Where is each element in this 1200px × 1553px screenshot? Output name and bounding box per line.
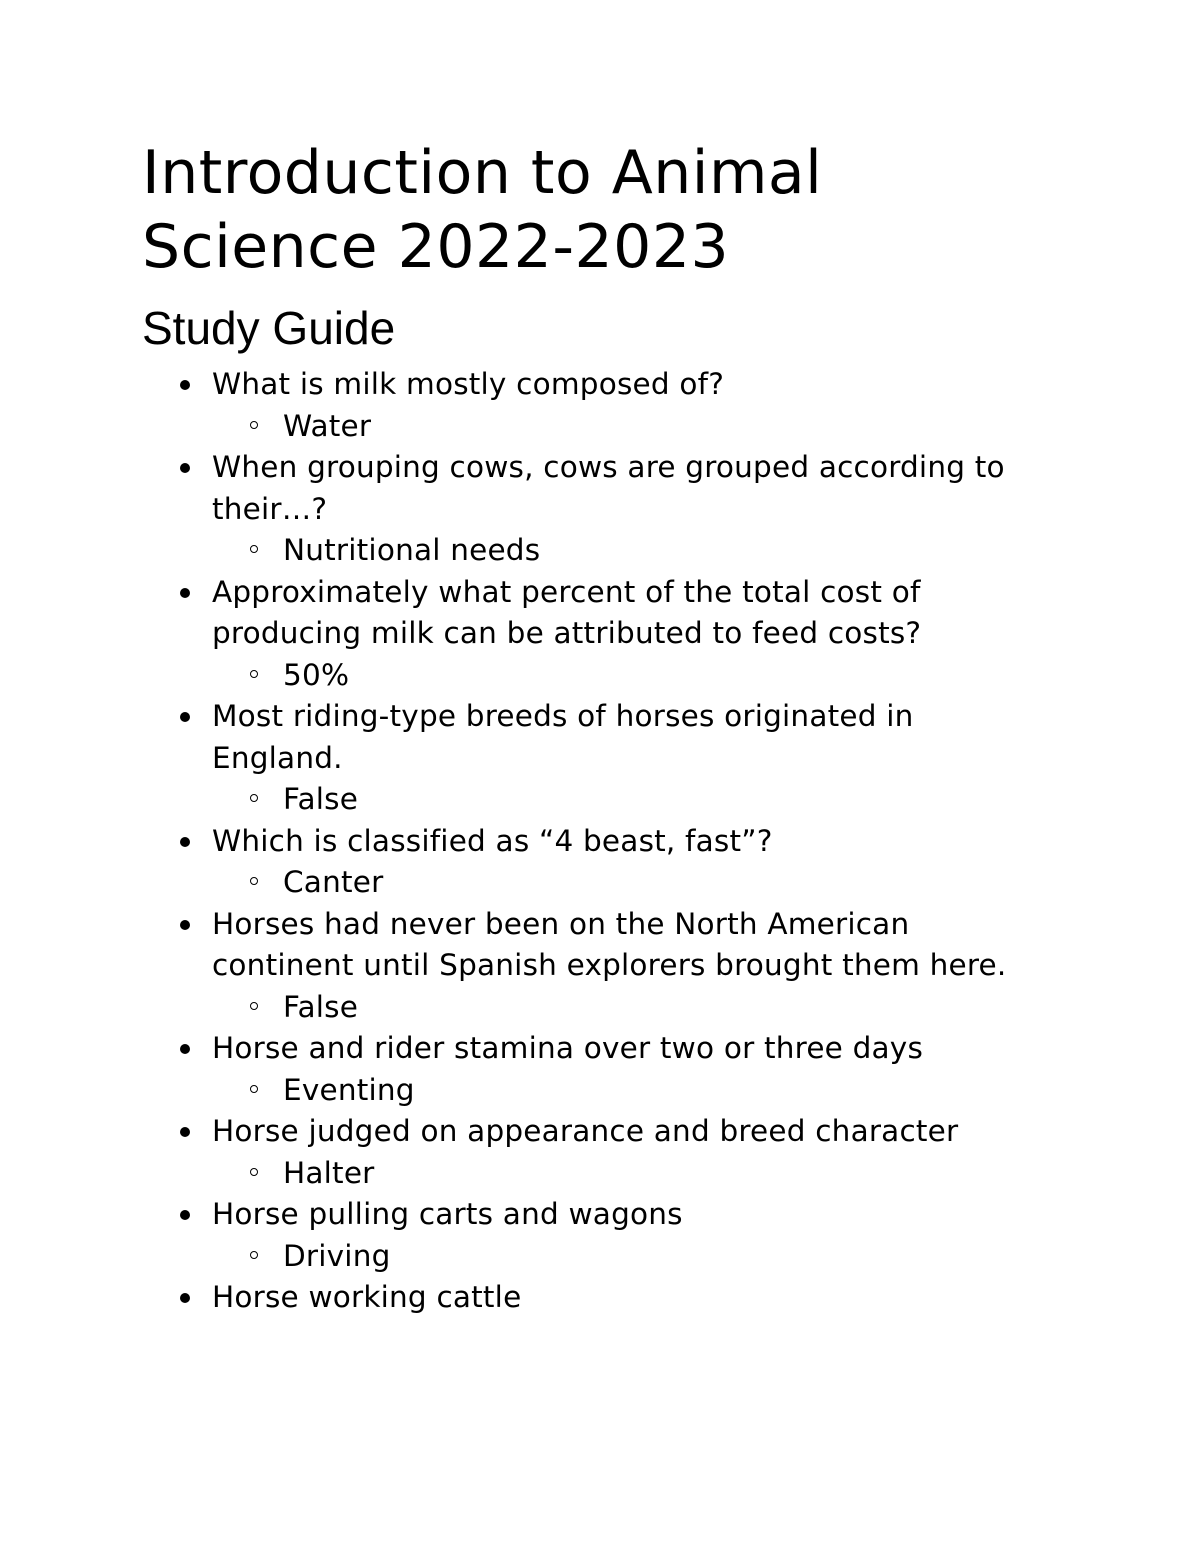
hollow-bullet-icon: [250, 877, 258, 885]
question: [0, 447, 1052, 530]
filled-bullet-icon: [180, 712, 190, 722]
list-item: [0, 1277, 1200, 1319]
question-text: When grouping cows, cows are grouped according to their…?: [212, 450, 1005, 526]
filled-bullet-icon: [180, 463, 190, 473]
hollow-bullet-icon: [250, 545, 258, 553]
question: [0, 1194, 1052, 1236]
list-item: [0, 447, 1200, 572]
answer: [0, 655, 1200, 697]
filled-bullet-icon: [180, 1044, 190, 1054]
answer-text: False: [283, 989, 359, 1024]
answer-text: Driving: [283, 1238, 391, 1273]
answer-text: Eventing: [283, 1072, 415, 1107]
hollow-bullet-icon: [250, 1002, 258, 1010]
answer: [0, 530, 1200, 572]
answer: [0, 406, 1200, 448]
hollow-bullet-icon: [250, 1251, 258, 1259]
question-text: Horse judged on appearance and breed character: [212, 1114, 959, 1148]
filled-bullet-icon: [180, 1293, 190, 1303]
question-text: What is milk mostly composed of?: [212, 367, 725, 401]
question: [0, 572, 1052, 655]
question-list: [0, 364, 1200, 1319]
answer: [0, 779, 1200, 821]
question-text: Most riding-type breeds of horses originated in England.: [212, 699, 914, 775]
question: [0, 364, 1052, 406]
list-item: [0, 904, 1200, 1029]
answer: [0, 987, 1200, 1029]
answer: [0, 1236, 1200, 1278]
filled-bullet-icon: [180, 588, 190, 598]
answer-text: False: [283, 782, 359, 816]
filled-bullet-icon: [180, 1210, 190, 1220]
answer: [0, 1070, 1200, 1112]
question-text: Which is classified as “4 beast, fast”?: [212, 823, 773, 858]
filled-bullet-icon: [180, 837, 190, 847]
question: [0, 821, 1052, 863]
question-text: Horse pulling carts and wagons: [212, 1197, 683, 1231]
filled-bullet-icon: [180, 920, 190, 930]
list-item: [0, 364, 1200, 447]
list-item: [0, 572, 1200, 697]
question: [0, 904, 1052, 987]
study-guide-heading: Study Guide: [142, 302, 396, 354]
answer-text: Nutritional needs: [283, 533, 541, 567]
answer-text: Halter: [283, 1155, 375, 1190]
question: [0, 696, 1052, 779]
filled-bullet-icon: [180, 380, 190, 390]
title-line-1: Introduction to Animal: [142, 138, 823, 208]
hollow-bullet-icon: [250, 421, 258, 429]
answer-text: Canter: [283, 865, 384, 899]
question-text: Horse and rider stamina over two or three days: [212, 1031, 924, 1065]
answer: [0, 862, 1200, 904]
question: [0, 1028, 1052, 1070]
answer-text: Water: [283, 408, 372, 443]
question-text: Horses had never been on the North American continent until Spanish explorers brought them here.: [212, 906, 1007, 982]
list-item: [0, 821, 1200, 904]
hollow-bullet-icon: [250, 794, 258, 802]
title-line-2: Science 2022-2023: [142, 212, 730, 282]
hollow-bullet-icon: [250, 670, 258, 678]
list-item: [0, 1194, 1200, 1277]
question: [0, 1277, 1052, 1319]
document-title: [142, 136, 1042, 284]
list-item: [0, 696, 1200, 821]
list-item: [0, 1111, 1200, 1194]
question: [0, 1111, 1052, 1153]
question-text: Approximately what percent of the total cost of producing milk can be attributed to feed costs?: [212, 574, 922, 650]
question-text: Horse working cattle: [212, 1280, 522, 1314]
hollow-bullet-icon: [250, 1168, 258, 1176]
answer: [0, 1153, 1200, 1195]
hollow-bullet-icon: [250, 1085, 258, 1093]
filled-bullet-icon: [180, 1127, 190, 1137]
list-item: [0, 1028, 1200, 1111]
answer-text: 50%: [283, 657, 350, 692]
